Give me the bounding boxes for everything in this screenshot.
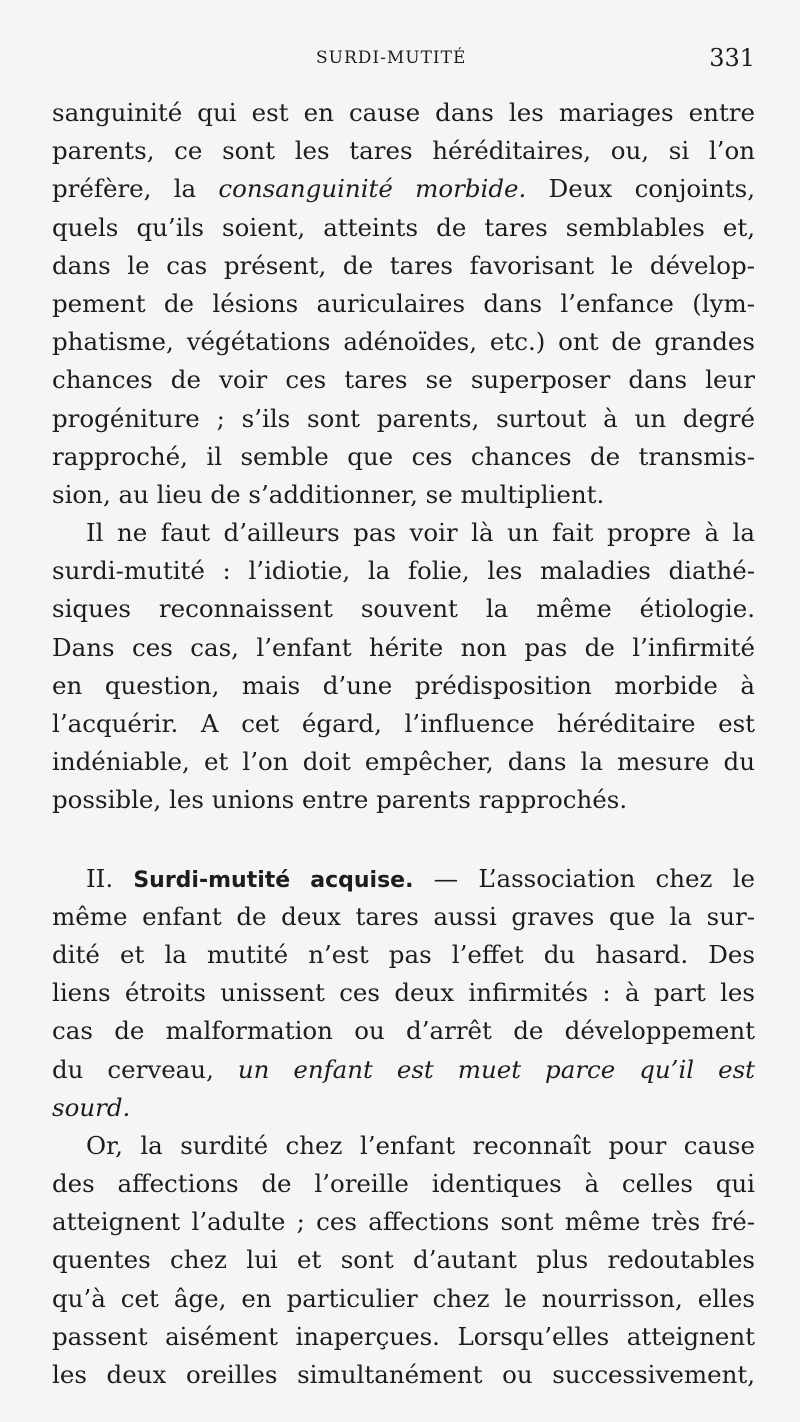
text-line: dans le cas présent, de tares favorisant le dévelop-	[52, 250, 755, 280]
paragraph-3	[52, 1127, 755, 1394]
text-line: qu’à cet âge, en particulier chez le nourrisson, elles	[52, 1283, 755, 1313]
text-line: possible, les unions entre parents rapprochés.	[52, 785, 628, 815]
text-line: indéniable, et l’on doit empêcher, dans la mesure du	[52, 747, 755, 777]
text-line: du cerveau, un enfant est muet parce qu’il est	[52, 1054, 755, 1084]
page-body	[52, 94, 755, 1394]
text-line: l’acquérir. A cet égard, l’influence héréditaire est	[52, 709, 755, 738]
text-line: liens étroits unissent ces deux infirmités : à part les	[52, 978, 755, 1008]
text-line: sion, au lieu de s’additionner, se multiplient.	[52, 479, 605, 509]
page-number: 331	[709, 44, 755, 72]
text-line: surdi-mutité : l’idiotie, la folie, les maladies diathé-	[52, 556, 755, 586]
text-line: Or, la surdité chez l’enfant reconnaît pour cause	[86, 1130, 755, 1160]
section-2	[52, 860, 755, 1127]
text-line: passent aisément inaperçues. Lorsqu’elles atteignent	[52, 1321, 755, 1351]
text-line: Dans ces cas, l’enfant hérite non pas de l’infirmité	[52, 632, 755, 662]
italic-phrase: un enfant est muet parce qu’il est	[237, 1054, 755, 1084]
text-line: des affections de l’oreille identiques à celles qui	[52, 1169, 755, 1199]
page-header	[52, 42, 755, 74]
section-title: Surdi-mutité acquise.	[133, 867, 414, 893]
text-line: rapproché, il semble que ces chances de transmis-	[52, 441, 755, 471]
text-line: quels qu’ils soient, atteints de tares semblables et,	[52, 212, 755, 242]
text-line: préfère, la consanguinité morbide. Deux conjoints,	[52, 174, 755, 204]
text-line: quentes chez lui et sont d’autant plus redoutables	[52, 1245, 755, 1275]
running-title: SURDI-MUTITÉ	[316, 48, 467, 68]
text-line: en question, mais d’une prédisposition morbide à	[52, 670, 755, 700]
paragraph-1	[52, 94, 755, 514]
text-line: progéniture ; s’ils sont parents, surtout à un degré	[52, 403, 755, 433]
text-line: parents, ce sont les tares héréditaires, ou, si l’on	[52, 136, 755, 166]
text-line: dité et la mutité n’est pas l’effet du hasard. Des	[52, 939, 755, 969]
italic-phrase: sourd.	[52, 1092, 131, 1122]
text-line: chances de voir ces tares se superposer dans leur	[52, 365, 755, 395]
text-line: même enfant de deux tares aussi graves que la sur-	[52, 901, 755, 931]
section-number: II.	[86, 863, 134, 893]
italic-phrase: consanguinité morbide.	[218, 174, 527, 204]
text-line: phatisme, végétations adénoïdes, etc.) ont de grandes	[52, 327, 755, 357]
text-line: siques reconnaissent souvent la même étiologie.	[52, 594, 755, 624]
text-line: sanguinité qui est en cause dans les mariages entre	[52, 98, 755, 127]
paragraph-2	[52, 514, 755, 820]
text-line: cas de malformation ou d’arrêt de développement	[52, 1016, 755, 1046]
text-line: les deux oreilles simultanément ou successivement,	[52, 1360, 755, 1389]
text-line: Il ne faut d’ailleurs pas voir là un fait propre à la	[86, 518, 755, 548]
section-heading-line: II. Surdi-mutité acquise. — L’association chez le	[86, 863, 755, 893]
text-line: atteignent l’adulte ; ces affections sont même très fré-	[52, 1207, 755, 1237]
text-line	[52, 1089, 755, 1127]
text-line: pement de lésions auriculaires dans l’enfance (lym-	[52, 288, 755, 318]
